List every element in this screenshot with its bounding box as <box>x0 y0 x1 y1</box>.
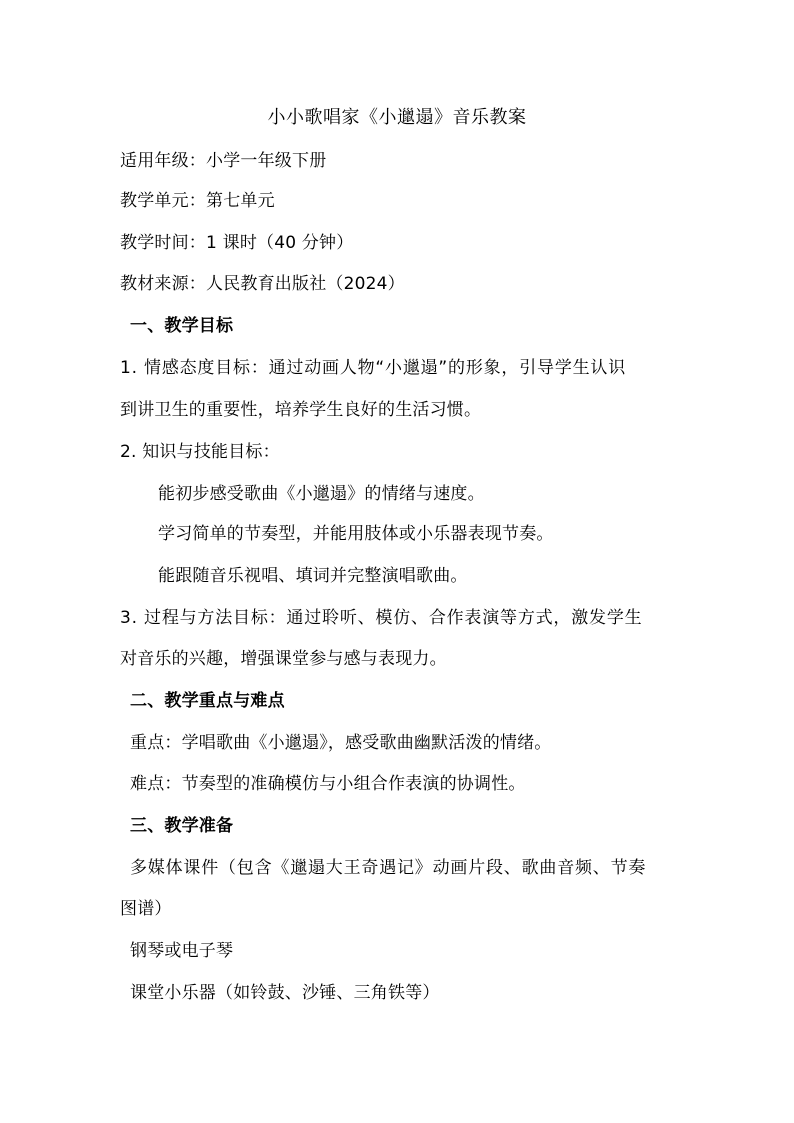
key-point-focus: 重点：学唱歌曲《小邋遢》，感受歌曲幽默活泼的情绪。 <box>130 733 552 753</box>
preparation-3: 课堂小乐器（如铃鼓、沙锤、三角铁等） <box>130 983 440 1003</box>
heading-objectives: 一、教学目标 <box>130 316 234 336</box>
objective-1-line-2: 到讲卫生的重要性，培养学生良好的生活习惯。 <box>120 400 482 420</box>
meta-grade: 适用年级：小学一年级下册 <box>120 151 327 171</box>
document-title: 小小歌唱家《小邋遢》音乐教案 <box>267 107 527 128</box>
objective-1-line-1: 1. 情感态度目标：通过动画人物“小邋遢”的形象，引导学生认识 <box>120 358 627 378</box>
preparation-2: 钢琴或电子琴 <box>130 941 234 961</box>
heading-preparation: 三、教学准备 <box>130 816 234 836</box>
objective-3-line-2: 对音乐的兴趣，增强课堂参与感与表现力。 <box>120 649 447 669</box>
preparation-1-line-2: 图谱） <box>120 899 172 919</box>
objective-2-sub-2: 学习简单的节奏型，并能用肢体或小乐器表现节奏。 <box>158 524 554 544</box>
objective-2-sub-1: 能初步感受歌曲《小邋遢》的情绪与速度。 <box>158 484 485 504</box>
meta-duration: 教学时间：1 课时（40 分钟） <box>120 233 354 253</box>
meta-source: 教材来源：人民教育出版社（2024） <box>120 274 405 294</box>
objective-2-sub-3: 能跟随音乐视唱、填词并完整演唱歌曲。 <box>158 566 468 586</box>
objective-3-line-1: 3. 过程与方法目标：通过聆听、模仿、合作表演等方式，激发学生 <box>120 608 643 628</box>
heading-key-points: 二、教学重点与难点 <box>130 691 285 711</box>
objective-2-line-1: 2. 知识与技能目标： <box>120 442 280 462</box>
key-point-difficulty: 难点：节奏型的准确模仿与小组合作表演的协调性。 <box>130 774 526 794</box>
preparation-1-line-1: 多媒体课件（包含《邋遢大王奇遇记》动画片段、歌曲音频、节奏 <box>130 858 647 878</box>
meta-unit: 教学单元：第七单元 <box>120 191 275 211</box>
